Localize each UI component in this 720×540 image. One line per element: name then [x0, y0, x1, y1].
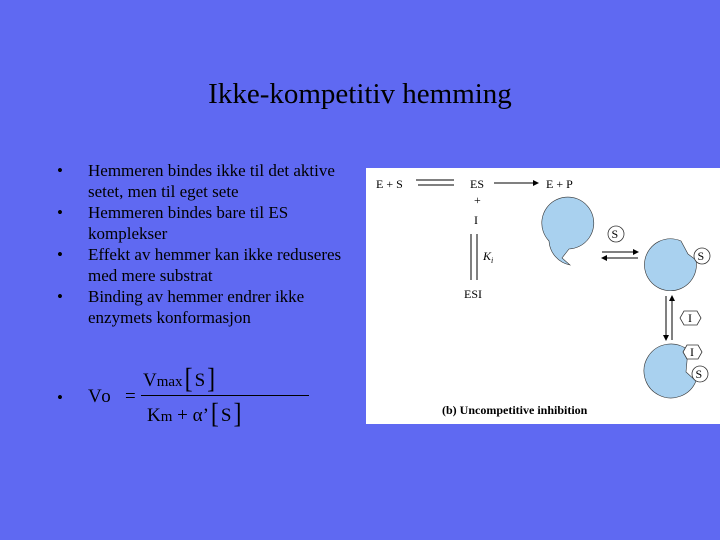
km-subscript: m [160, 409, 173, 425]
uncompetitive-inhibition-figure [366, 168, 720, 424]
km-symbol: K [147, 405, 161, 426]
alpha-prime: α’ [192, 405, 209, 426]
bullet-text: Hemmeren bindes ikke til det aktive setet, men til eget sete [88, 161, 335, 201]
figure-caption: (b) Uncompetitive inhibition [442, 403, 588, 417]
reaction-esi: ESI [464, 287, 482, 301]
bullet-dot: • [57, 203, 63, 222]
bullet-list [57, 160, 357, 328]
bullet-text: Hemmeren bindes bare til ES komplekser [88, 203, 289, 243]
figure-svg [366, 168, 720, 424]
bullet-text: Binding av hemmer endrer ikke enzymets konformasjon [88, 287, 305, 327]
rate-equation [57, 360, 357, 440]
formula-numerator [143, 363, 303, 395]
bullet-item [57, 244, 357, 286]
plus-sign: + [177, 405, 188, 426]
es-enzyme-shape [644, 239, 696, 291]
bullet-dot: • [57, 287, 63, 306]
vmax-subscript: max [156, 374, 183, 390]
left-bracket: [ [184, 363, 193, 395]
formula-equals: = [125, 386, 136, 407]
reaction-plus: + [474, 193, 481, 207]
ki-label: $K_i$ [483, 249, 494, 265]
reaction-es: ES [470, 177, 485, 191]
reaction-e-plus-s: E + S [376, 177, 403, 191]
right-bracket: ] [207, 363, 216, 395]
left-bracket: [ [210, 398, 219, 430]
fraction-line [141, 395, 309, 396]
substrate-symbol: S [220, 405, 232, 426]
bullet-item [57, 286, 357, 328]
right-bracket: ] [233, 398, 242, 430]
bullet-text: Effekt av hemmer kan ikke reduseres med mere substrat [88, 245, 342, 285]
inhibitor-label: I [688, 311, 692, 325]
esi-inhibitor-label: I [690, 345, 694, 359]
bullet-item [57, 202, 357, 244]
es-substrate-label: S [697, 249, 705, 263]
free-enzyme-shape [542, 197, 594, 265]
substrate-label: S [611, 227, 619, 241]
reaction-e-plus-p: E + P [546, 177, 573, 191]
bullet-dot: • [57, 161, 63, 180]
bullet-dot: • [57, 245, 63, 264]
esi-substrate-label: S [695, 367, 703, 381]
vmax-symbol: V [143, 370, 157, 391]
formula-denominator [147, 398, 317, 430]
substrate-symbol: S [194, 370, 206, 391]
formula-lhs: Vo [88, 386, 113, 407]
bullet-dot: • [57, 388, 63, 407]
reaction-inhibitor: I [474, 213, 478, 227]
page-title: Ikke-kompetitiv hemming [208, 78, 512, 110]
bullet-item [57, 160, 357, 202]
